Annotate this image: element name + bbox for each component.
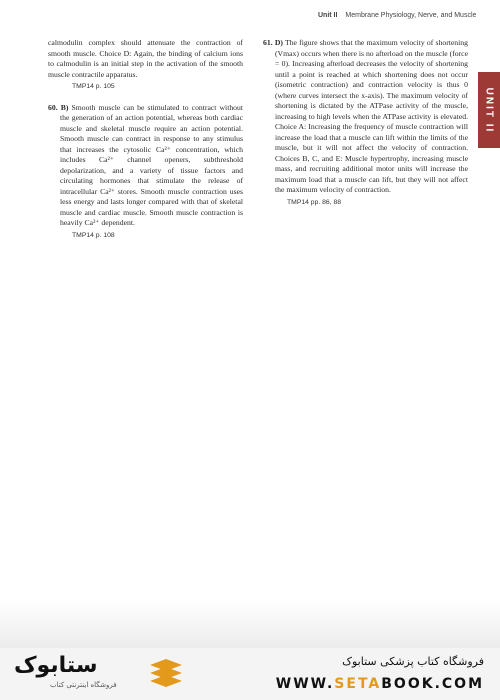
store-logo[interactable]	[14, 653, 138, 695]
right-column	[263, 38, 468, 218]
store-title: فروشگاه کتاب پزشکی ستابوک	[342, 655, 484, 668]
store-logo-subtext: فروشگاه اینترنتی کتاب	[50, 681, 117, 689]
store-url-link[interactable]	[276, 676, 484, 692]
answer-61	[263, 38, 468, 196]
store-url-prefix: WWW.	[275, 676, 335, 692]
answer-continuation-text: calmodulin complex should attenuate the contraction of smooth muscle. Choice D: Again, the binding of calcium ions to calmodulin is an initial step in the activation of the smooth muscle contractile apparatus.	[48, 38, 243, 79]
answer-61-text: The figure shows that the maximum velocity of shortening (Vmax) occurs when there is no afterload on the muscle (force = 0). Increasing afterload decreases the velocity of shortening until a point is reached at which shortening does not occur (isometric contraction) and contraction velocity is thus 0 (where curves intersect the x-axis). The maximum velocity of shortening is dictated by the ATPase activity of the muscle, increasing to high levels when the ATPase activity is elevated. Choice A: Increasing the frequency of muscle contraction will increase the load that a muscle can lift within the limits of the muscle, but it will not affect the velocity of contraction. Choices B, C, and E: Muscle hypertrophy, increasing muscle mass, and recruiting additional motor units will increase the maximum load that a muscle can lift, but they will not affect the maximum velocity of contraction.	[275, 38, 468, 194]
running-head-unit: Unit II	[318, 12, 338, 19]
running-head-section: Membrane Physiology, Nerve, and Muscle	[345, 12, 477, 19]
book-shelf-icon	[146, 657, 186, 693]
answer-61-number: 61. D)	[263, 38, 283, 47]
answer-continuation-reference: TMP14 p. 105	[72, 83, 115, 90]
store-logo-text: ستابوک	[14, 653, 98, 678]
answer-60-reference: TMP14 p. 108	[72, 231, 115, 239]
unit-side-tab-label: UNIT II	[483, 87, 495, 133]
store-url-suffix: BOOK.COM	[381, 676, 484, 692]
answer-60-text: Smooth muscle can be stimulated to contract without the generation of an action potential, whereas both cardiac muscle and skeletal muscle require an action potential. Smooth muscle can contract in response to any stimulus that increases the cytosolic Ca²⁺ concentration, which includes Ca²⁺ channel openers, subthreshold depolarization, and a variety of tissue factors and circulating hormones that stimulate the release of intracellular Ca²⁺ stores. Smooth muscle contraction uses less energy and lasts longer compared with that of skeletal muscle and cardiac muscle. Smooth muscle contraction is heavily Ca²⁺ dependent.	[60, 102, 244, 227]
store-url-highlight: SETA	[334, 676, 382, 692]
answer-61-reference: TMP14 pp. 86, 88	[287, 198, 342, 206]
unit-side-tab	[478, 72, 500, 148]
footer-fade	[0, 600, 500, 648]
answer-60-number: 60. B)	[48, 102, 69, 112]
answer-60	[48, 103, 243, 229]
left-column	[48, 38, 243, 251]
running-head	[318, 12, 478, 19]
